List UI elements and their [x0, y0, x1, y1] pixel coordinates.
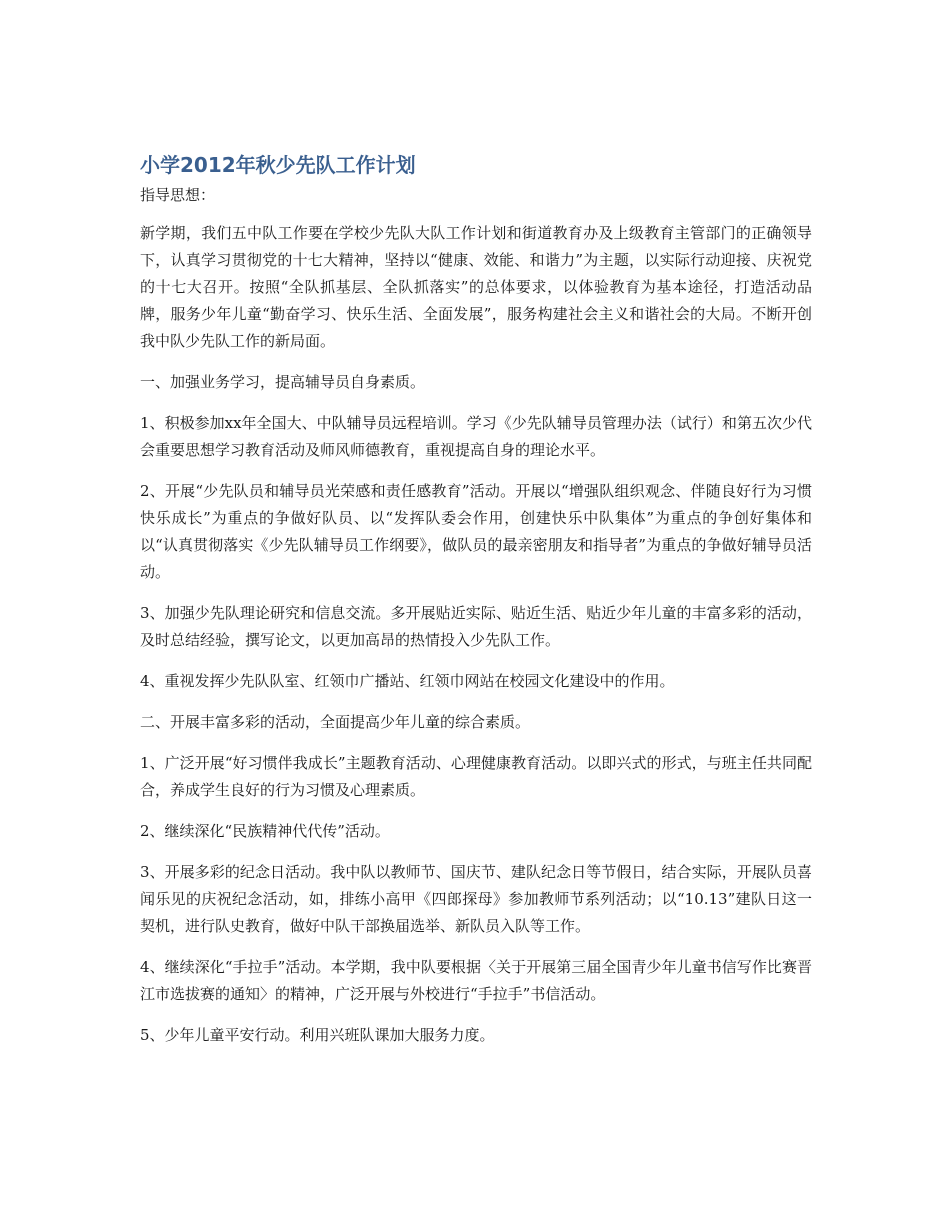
paragraph-2-1: 1、广泛开展“好习惯伴我成长”主题教育活动、心理健康教育活动。以即兴式的形式，与班主任共同配合，养成学生良好的行为习惯及心理素质。	[140, 754, 812, 799]
paragraph-intro: 新学期，我们五中队工作要在学校少先队大队工作计划和街道教育办及上级教育主管部门的正确领导下，认真学习贯彻党的十七大精神，坚持以“健康、效能、和谐力”为主题，以实际行动迎接、庆祝党的十七大召开。按照“全队抓基层、全队抓落实”的总体要求，以体验教育为基本途径，打造活动品牌，服务少年儿童“勤奋学习、快乐生活、全面发展”，服务构建社会主义和谐社会的大局。不断开创我中队少先队工作的新局面。	[140, 224, 812, 350]
section-heading-1: 一、加强业务学习，提高辅导员自身素质。	[140, 373, 426, 391]
guiding-ideology-heading: 指导思想：	[140, 186, 216, 204]
paragraph-2-3: 3、开展多彩的纪念日活动。我中队以教师节、国庆节、建队纪念日等节假日，结合实际，开展队员喜闻乐见的庆祝纪念活动，如，排练小高甲《四郎探母》参加教师节系列活动；以“10.13”建队日这一契机，进行队史教育，做好中队干部换届选举、新队员入队等工作。	[140, 863, 812, 935]
paragraph-2-4: 4、继续深化“手拉手”活动。本学期，我中队要根据〈关于开展第三届全国青少年儿童书信写作比赛晋江市选拔赛的通知〉的精神，广泛开展与外校进行“手拉手”书信活动。	[140, 958, 812, 1003]
paragraph-2-2: 2、继续深化“民族精神代代传”活动。	[140, 822, 390, 840]
paragraph-1-3: 3、加强少先队理论研究和信息交流。多开展贴近实际、贴近生活、贴近少年儿童的丰富多彩的活动，及时总结经验，撰写论文，以更加高昂的热情投入少先队工作。	[140, 604, 812, 649]
section-heading-2: 二、开展丰富多彩的活动，全面提高少年儿童的综合素质。	[140, 713, 531, 731]
paragraph-1-2: 2、开展“少先队员和辅导员光荣感和责任感教育”活动。开展以“增强队组织观念、伴随良好行为习惯快乐成长”为重点的争做好队员、以“发挥队委会作用，创建快乐中队集体”为重点的争创好集体和以“认真贯彻落实《少先队辅导员工作纲要》，做队员的最亲密朋友和指导者”为重点的争做好辅导员活动。	[140, 482, 812, 581]
document-page	[140, 148, 812, 1063]
document-title: 小学2012年秋少先队工作计划	[140, 153, 416, 177]
paragraph-2-5: 5、少年儿童平安行动。利用兴班队课加大服务力度。	[140, 1026, 495, 1044]
paragraph-1-4: 4、重视发挥少先队队室、红领巾广播站、红领巾网站在校园文化建设中的作用。	[140, 672, 675, 690]
paragraph-1-1: 1、积极参加xx年全国大、中队辅导员远程培训。学习《少先队辅导员管理办法（试行）和第五次少代会重要思想学习教育活动及师风师德教育，重视提高自身的理论水平。	[140, 414, 812, 459]
